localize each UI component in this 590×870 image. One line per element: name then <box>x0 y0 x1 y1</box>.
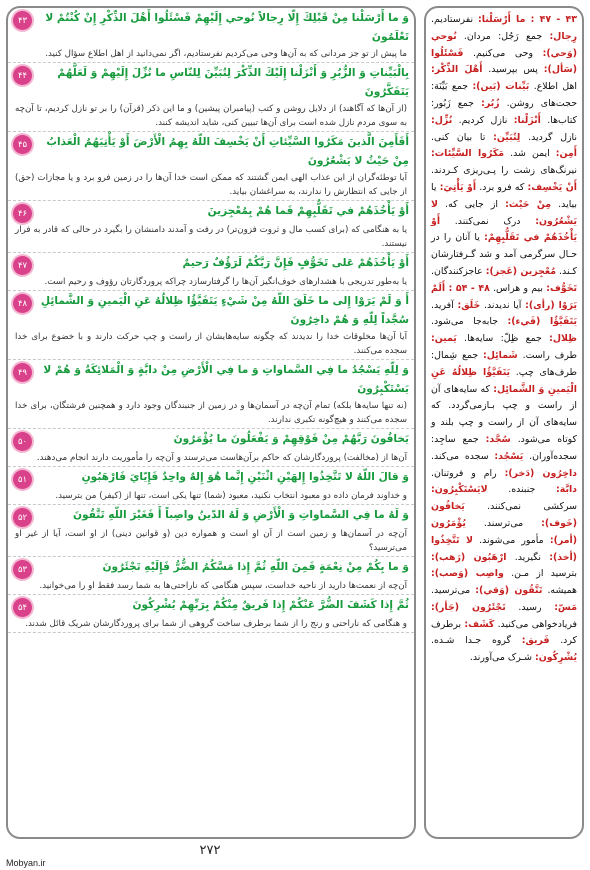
verse-arabic-text: أَوْ يَأْخُذَهُمْ في تَقَلُّبِهِمْ فَما هُمْ بِمُعْجِزينَ <box>207 205 409 217</box>
verse-number-badge: ۵۱ <box>13 470 32 489</box>
verse-translation: آن‌چه در آسمان‌ها و زمین است از آن او است و همواره دین (و قوانین دینی) از او است، آیا از غیر او می‌ترسید؟ <box>15 529 407 553</box>
glossary-meaning: جمع رَجُل: مردان. <box>456 30 550 42</box>
glossary-word: لا تَتَّخِذُوا (أخذ): <box>431 534 577 563</box>
glossary-word: رِجال: <box>549 30 577 42</box>
verse-number-badge: ۴۴ <box>13 66 32 85</box>
glossary-word: زُبُر: <box>481 97 500 109</box>
glossary-meaning: جمع ظِلّ: سایه‌ها. <box>456 333 550 345</box>
glossary-meaning: جمع بَيِّنَة: حجت‌های روشن. <box>431 81 577 109</box>
glossary-word: تَخَوُّف: <box>546 282 577 294</box>
verse-block <box>8 467 414 505</box>
glossary-word: نُزِّل: <box>431 114 453 126</box>
glossary-word: بَيِّنات (بَين): <box>472 81 530 93</box>
verse-number-badge: ۵۰ <box>13 432 32 451</box>
verse-arabic-text: ثُمَّ إِذا كَشَفَ الضُّرَّ عَنْكُمْ إِذا فَريقٌ مِنْكُمْ بِرَبِّهِمْ يُشْرِكُونَ <box>132 599 409 611</box>
glossary-word: واصِب (وَصب): <box>431 568 504 580</box>
glossary-word: مَكَرُوا السَّيِّئات: <box>431 148 505 160</box>
verse-translation: آن‌چه از نعمت‌ها دارید از ناحیه خداست، سپس هنگامی که ناراحتی‌ها به شما رسد فقط او را می‌خوانید. <box>39 581 407 591</box>
glossary-word: لايَسْتَكْبِرُون: <box>431 484 488 496</box>
verse-number-badge: ۴۶ <box>13 204 32 223</box>
glossary-word: يَسْجُد: <box>494 450 524 462</box>
glossary-meaning: تا بیان کنی. <box>431 131 494 143</box>
glossary-meaning: نازل کردیم. <box>452 114 514 126</box>
verse-line <box>13 292 409 330</box>
glossary-meaning: سرکشی نمی‌کنند. <box>464 501 577 513</box>
verse-number-badge: ۵۳ <box>13 560 32 579</box>
glossary-meaning: بترسید از مـن. <box>503 568 577 580</box>
glossary-meaning: نازل گردید. <box>520 131 578 143</box>
glossary-meaning: جمع ساجِد: سجده‌آوران. <box>431 433 577 462</box>
verse-arabic-text: وَ قالَ اللّهُ لا تَتَّخِذُوا إِلهَيْنِ اثْنَيْنِ إِنَّما هُوَ إِلهٌ واحِدٌ فَإِيّايَ فَارْهَبُونِ <box>81 471 409 483</box>
glossary-meaning: یا بیاید. <box>431 181 577 210</box>
verse-block <box>8 291 414 360</box>
glossary-meaning: همیشه. <box>542 585 578 597</box>
verse-line <box>13 596 409 617</box>
glossary-meaning: جابه‌جا می‌شود. <box>431 316 508 328</box>
verse-arabic-text: أَفَأَمِنَ الَّذينَ مَكَرُوا السَّيِّئاتِ أَنْ يَخْسِفَ اللّهُ بِهِمُ الْأَرْضَ أَوْ يَأْتِيَهُمُ الْعَذابُ مِنْ حَيْثُ لا يَشْعُرُونَ <box>46 136 409 167</box>
glossary-meaning: مأمور می‌شوند. <box>473 534 550 546</box>
glossary-word: تَجْئَرُون (جَأر): <box>431 601 506 613</box>
verse-block <box>8 360 414 429</box>
verse-block <box>8 253 414 291</box>
glossary-meaning: بیم و هراس. <box>489 282 547 294</box>
glossary-range-header: ۴۳ - ۴۷ : ما أَرْسَلْنا: <box>478 14 577 25</box>
glossary-word: أَهْلَ الذِّكْر: <box>431 64 483 76</box>
verse-translation: ما پیش از تو جز مردانی که به آن‌ها وحی می‌کردیم نفرستادیم، اگر نمی‌دانید از اهل اطلاع سؤال کنید. <box>45 49 407 59</box>
verse-line <box>13 468 409 489</box>
glossary-meaning: عاجزکنندگان. <box>431 265 486 277</box>
verse-line <box>13 558 409 579</box>
verse-line <box>13 506 409 527</box>
glossary-word: مِنْ حَيْث: <box>505 198 552 210</box>
glossary-meaning: نفرستادیم. <box>431 14 479 25</box>
glossary-meaning: اهل اطلاع. <box>529 81 577 93</box>
glossary-meaning: شـرک می‌آورند. <box>469 652 536 664</box>
verse-arabic-text: وَ لِلّهِ يَسْجُدُ ما فِي السَّماواتِ وَ ما فِي الْأَرْضِ مِنْ دابَّةٍ وَ الْمَلائِكَةُ وَ هُمْ لا يَسْتَكْبِرُونَ <box>43 364 409 395</box>
glossary-word: لا يَشْعُرُون: <box>431 198 577 227</box>
verse-number-badge: ۴۸ <box>13 294 32 313</box>
verse-block <box>8 595 414 633</box>
glossary-word: فَريق: <box>521 635 550 647</box>
verse-arabic-text: وَ ما أَرْسَلْنا مِنْ قَبْلِكَ إِلّا رِجالاً نُوحي إِلَيْهِمْ فَسْئَلُوا أَهْلَ الذِّكْرِ إِنْ كُنْتُمْ لا تَعْلَمُونَ <box>45 12 409 43</box>
glossary-word: يُشْرِكُون: <box>535 652 577 664</box>
verse-translation: آیا توطئه‌گران از این عذاب الهی ایمن گشتند که ممکن است خدا آن‌ها را در زمین فرو برد و یا مجازات (حق) از جایی که انتظارش را ندارند، به سراغشان بیاید. <box>15 173 407 197</box>
verse-block <box>8 557 414 595</box>
verse-translation: (از آن‌ها که آگاهند) از دلایل روشن و کتب (پیامبران پیشین) و ما این ذکر (قرآن) را بر تو نازل کردیم، تا آن‌چه به سوی مردم نازل شده است برای آن‌ها تبیین کنی، شاید اندیشه کنند. <box>15 104 407 128</box>
glossary-word: مُعْجِزين (عَجز): <box>485 265 556 277</box>
glossary-range-header: ۴۸ - ۵۴ : أَلَمْ يَرَوْا (رأی): <box>431 282 577 311</box>
verse-translation: آیا آن‌ها مخلوقات خدا را ندیدند که چگونه سایه‌هایشان از راست و چپ حرکت دارند و با خضوع برای خدا سجده می‌کنند. <box>15 332 407 356</box>
verse-block <box>8 132 414 201</box>
glossary-word: يَخافُون (خَوف): <box>431 501 577 529</box>
verse-line <box>13 202 409 223</box>
glossary-word: يُؤْمَرُون (أمر): <box>431 517 577 546</box>
glossary-meaning: رسید. <box>505 601 555 613</box>
verse-arabic-text: أَوْ يَأْخُذَهُمْ عَلى تَخَوُّفٍ فَإِنَّ رَبَّكُمْ لَرَؤُفٌ رَحيمٌ <box>182 257 409 269</box>
verse-number-badge: ۵۴ <box>13 598 32 617</box>
verse-block <box>8 201 414 253</box>
glossary-word: سُجَّد: <box>485 433 511 445</box>
verses-panel <box>6 6 416 839</box>
glossary-meaning: فریادخواهی می‌کنید. <box>494 618 577 630</box>
page-number: ۲۷۲ <box>199 843 221 858</box>
glossary-word: شَمائِل: <box>483 349 518 361</box>
verse-number-badge: ۴۷ <box>13 256 32 275</box>
glossary-word: ظِلال: <box>549 333 577 345</box>
glossary-word: خَلَق: <box>457 299 481 311</box>
verse-translation: و هنگامی که ناراحتی و رنج را از شما برطرف ساخت گروهی از شما برای پروردگارشان شریک قائل شدند. <box>25 619 407 629</box>
verse-line <box>13 64 409 102</box>
glossary-word: كَشَف: <box>464 618 495 630</box>
verse-translation: یا به هنگامی که (برای کسب مال و ثروت فزون‌تر) در رفت و آمدند دامنشان را بگیرد در حالی که قادر به فرار نیستند. <box>15 225 407 249</box>
verse-number-badge: ۵۲ <box>13 508 32 527</box>
glossary-word: يَمين: <box>431 333 457 345</box>
glossary-word: أَوْ يَأْتِيَ: <box>439 181 477 193</box>
glossary-meaning: سجده می‌کند. <box>431 450 495 462</box>
glossary-meaning: ایمن شد. <box>504 148 556 160</box>
glossary-word: دابَّة: <box>556 484 577 496</box>
glossary-meaning: یا آنان را در حـال سرگرمی آمد و شد گـرفتارشان کـند. <box>431 232 577 277</box>
verse-translation: و خداوند فرمان داده دو معبود انتخاب نکنید، معبود (شما) تنها یکی است، تنها از (کیفر) من بترسید. <box>55 491 407 501</box>
glossary-meaning: که فرو برد. <box>476 181 528 193</box>
glossary-meaning: جنبنده. <box>487 484 557 496</box>
glossary-word: داخِرُون (دَخر): <box>504 467 577 479</box>
glossary-meaning: نگیرید. <box>506 551 550 563</box>
glossary-meaning: آیا ندیدند. <box>480 299 526 311</box>
glossary-meaning: که سایه‌های آن از راست و چپ بـازمی‌گردد. که سایه‌های آن از راست و چپ بلند و کوتاه می‌شود. <box>431 383 577 445</box>
glossary-word: أَنْ يَخْسِف: <box>527 181 577 193</box>
verse-arabic-text: بِالْبَيِّناتِ وَ الزُّبُرِ وَ أَنْزَلْنا إِلَيْكَ الذِّكْرَ لِتُبَيِّنَ لِلنّاسِ ما نُزِّلَ إِلَيْهِمْ وَ لَعَلَّهُمْ يَتَفَكَّرُونَ <box>57 67 409 98</box>
glossary-word: نُوحي (وَحي): <box>431 30 577 59</box>
glossary-word: أَوْ يَأْخُذَهُمْ في تَقَلُّبِهِمْ: <box>431 215 577 244</box>
verse-block <box>8 505 414 557</box>
glossary-word: يَتَفَيَّؤُا (فَيء): <box>507 316 577 328</box>
glossary-meaning: نیرنگ‌های زشت را پـی‌ریزی کـردند. <box>431 165 577 177</box>
glossary-meaning: می‌ترسند. <box>465 517 542 529</box>
verse-arabic-text: وَ ما بِكُمْ مِنْ نِعْمَةٍ فَمِنَ اللّهِ ثُمَّ إِذا مَسَّكُمُ الضُّرُّ فَإِلَيْهِ تَجْئَرُونَ <box>102 561 409 573</box>
glossary-panel <box>424 6 584 839</box>
glossary-meaning: از جایی که. <box>437 198 506 210</box>
glossary-word: ارْهَبُون (رَهب): <box>431 551 507 563</box>
verse-line <box>13 133 409 171</box>
glossary-word: تَتَّقُون (وَقي): <box>475 585 543 597</box>
verse-block <box>8 63 414 132</box>
site-watermark: Mobyan.ir <box>6 858 46 868</box>
glossary-meaning: جمع شِمال: طرف‌های چپ. <box>431 349 577 378</box>
verse-line <box>13 254 409 275</box>
verse-block <box>8 8 414 63</box>
glossary-word: أَمِن: <box>555 148 578 160</box>
glossary-meaning: طرف راست. <box>517 349 577 361</box>
verse-number-badge: ۴۹ <box>13 363 32 382</box>
glossary-meaning: وحی می‌کنیم. <box>463 47 543 59</box>
glossary-word: لِتُبَيِّن: <box>493 131 521 143</box>
glossary-meaning: پس بپرسید. <box>482 64 544 76</box>
verse-line <box>13 9 409 47</box>
verse-line <box>13 430 409 451</box>
verse-number-badge: ۴۳ <box>13 11 32 30</box>
glossary-word: أَنْزَلْنا: <box>513 114 541 126</box>
glossary-meaning: آفرید. <box>431 299 458 311</box>
verse-line <box>13 361 409 399</box>
verse-arabic-text: وَ لَهُ ما فِي السَّماواتِ وَ الْأَرْضِ وَ لَهُ الدّينُ واصِباً أَ فَغَيْرَ اللّهِ تَتَّقُونَ <box>72 509 409 521</box>
verse-arabic-text: أَ وَ لَمْ يَرَوْا إِلى ما خَلَقَ اللّهُ مِنْ شَيْءٍ يَتَفَيَّؤُا ظِلالُهُ عَنِ الْيَمينِ وَ الشَّمائِلِ سُجَّداً لِلّهِ وَ هُمْ داخِرُونَ <box>40 295 409 326</box>
verse-translation: یا به‌طور تدریجی با هشدارهای خوف‌انگیز آن‌ها را گرفتارسازد چراکه پروردگارتان رؤوف و رحیم است. <box>44 277 407 287</box>
verse-translation: آن‌ها از (مخالفت) پروردگارشان که حاکم برآن‌هاست می‌ترسند و آن‌چه را مأموریت دارند انجام می‌دهند. <box>36 453 407 463</box>
glossary-word: مَسّ: <box>554 601 577 613</box>
glossary-meaning: می‌ترسید. <box>431 585 476 597</box>
verse-number-badge: ۴۵ <box>13 135 32 154</box>
glossary-meaning: برطرف کرد. <box>431 618 577 647</box>
verse-translation: (نه تنها سایه‌ها بلکه) تمام آن‌چه در آسمان‌ها و در زمین از جنبندگان وجود دارد و همچنین فرشتگان، برای خدا سجده می‌کنند و هیچ‌گونه تکبری ندارند. <box>15 401 407 425</box>
verse-block <box>8 429 414 467</box>
verse-arabic-text: يَخافُونَ رَبَّهُمْ مِنْ فَوْقِهِمْ وَ يَفْعَلُونَ ما يُؤْمَرُونَ <box>173 433 409 445</box>
glossary-meaning: گروه جـدا شـده. <box>431 635 522 647</box>
glossary-meaning: رام و فروتنان. <box>431 467 505 479</box>
glossary-word: يَتَفَيَّؤُا ظِلالُهُ عَنِ الْيَمينِ وَ الشَّمائِل: <box>431 366 577 395</box>
glossary-meaning: درک نمی‌کنند. <box>440 215 536 227</box>
glossary-meaning: جمع زَبُور: کتاب‌ها. <box>431 97 577 126</box>
glossary-word: فَسْئَلُوا (سَأل): <box>431 47 577 76</box>
